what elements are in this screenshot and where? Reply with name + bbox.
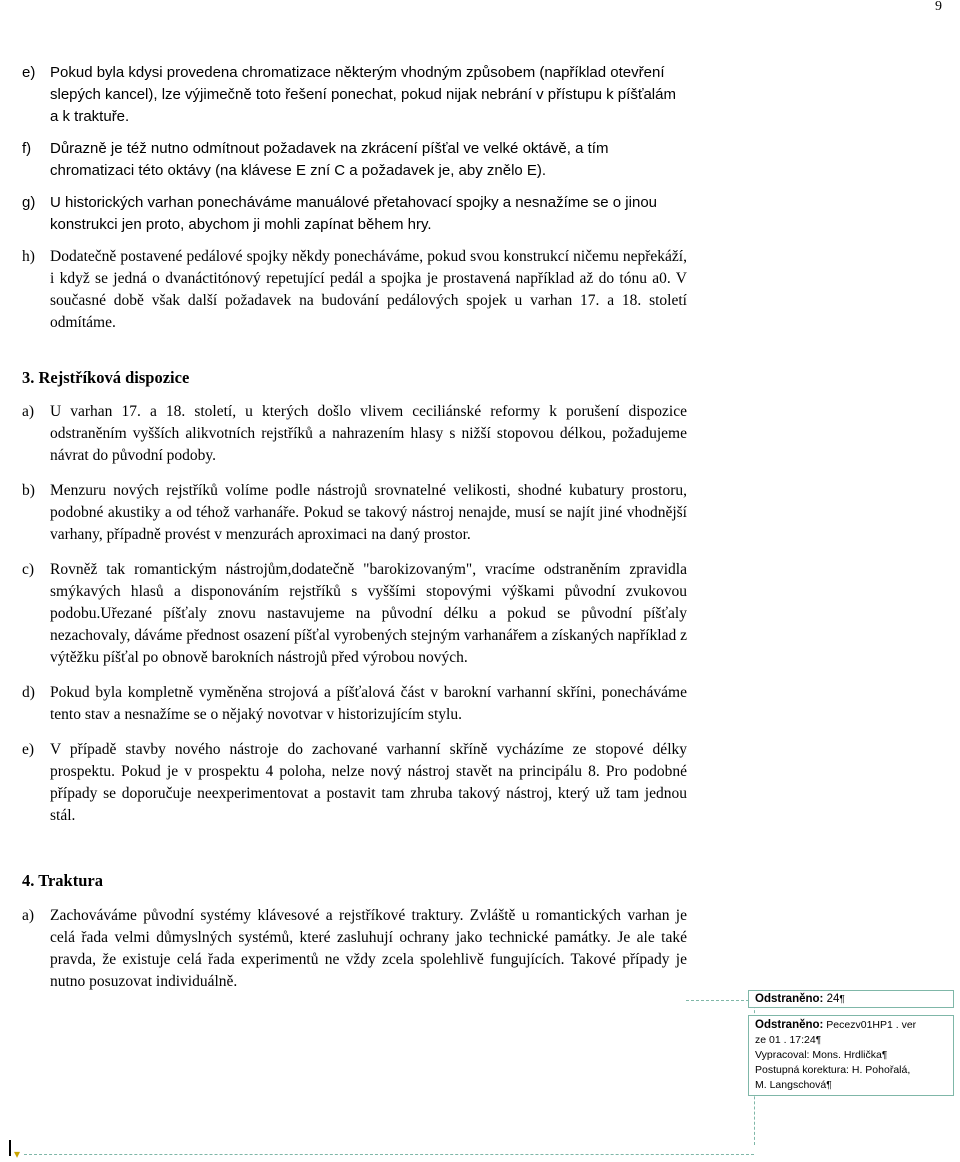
list-text: Zachováváme původní systémy klávesové a rejstříkové traktury. Zvláště u romantických varhan je celá řada velmi důmyslných systémů, které zasluhují ochrany jako technické památky. Je ale také pravda, že existuje celá řada experimentů ne vždy zcela spolehlivě fungujících. Takové případy je nutno posuzovat individuálně.	[50, 907, 687, 990]
comment-value: Pecezv01HP1	[823, 1019, 893, 1031]
list-item	[22, 401, 687, 467]
list-text: Rovněž tak romantickým nástrojům,dodatečně "barokizovaným", vracíme odstraněním zpravidla smýkavých hlasů a disponováním rejstříků s vyššími stopovými výškami původní zvukovou podobu.Uřezané píšťaly znovu nastavujeme na původní délku a pokud se původní píšťaly nezachovaly, dáváme přednost osazení píšťal vyrobených stejným varhanářem a získaných například z výtěžku píšťal po obnově barokních nástrojů před výrobou nových.	[50, 561, 687, 666]
list-item	[22, 246, 687, 334]
list-text: Menzuru nových rejstříků volíme podle nástrojů srovnatelné velikosti, shodné kubatury prostoru, podobné akustiky a od téhož varhanáře. Pokud se takový nástroj nenajde, musí se najít jiné vhodnější varhany, případně provést v menzurách aproximaci na daný prostor.	[50, 482, 687, 543]
comment-text: ze 01 . 17:24	[755, 1034, 816, 1046]
list-marker: a)	[22, 907, 35, 924]
list-marker: e)	[22, 64, 36, 81]
pilcrow-icon: ¶	[815, 1035, 822, 1046]
list-item	[22, 62, 687, 128]
comment-value: 24	[823, 993, 840, 1005]
list-marker: h)	[22, 248, 35, 265]
revision-comment-deleted-details[interactable]	[748, 1015, 954, 1096]
list-text: U varhan 17. a 18. století, u kterých došlo vlivem ceciliánské reformy k porušení dispozice odstraněním vyšších alikvotních rejstříků a nahrazením hlasy s nižší stopovou délkou, požadujeme návrat do původní podoby.	[50, 403, 687, 464]
list-text: Pokud byla kompletně vyměněna strojová a píšťalová část v barokní varhanní skříni, ponecháváme tento stav a nesnažíme se o nějaký novotvar v historizujícím stylu.	[50, 684, 687, 723]
pilcrow-icon: ¶	[881, 1050, 888, 1061]
section-heading-3: 3. Rejstříková dispozice	[22, 368, 190, 387]
comment-text: Vypracoval: Mons. Hrdlička	[755, 1049, 882, 1061]
list-item	[22, 192, 687, 236]
list-marker: g)	[22, 194, 36, 211]
text-cursor-bar	[9, 1140, 11, 1156]
comment-label: Odstraněno:	[755, 1019, 824, 1031]
list-item	[22, 905, 687, 993]
list-text: U historických varhan ponecháváme manuálové přetahovací spojky a nesnažíme se o jinou konstrukci jen proto, abychom ji mohli zapínat během hry.	[50, 194, 658, 233]
comment-text: M. Langschová	[755, 1079, 827, 1091]
comment-line	[755, 1048, 947, 1063]
list-item	[22, 480, 687, 546]
list-marker: d)	[22, 684, 35, 701]
list-item	[22, 739, 687, 827]
comment-value: . ver	[892, 1019, 917, 1031]
list-marker: e)	[22, 741, 35, 758]
insertion-mark-icon: ▾	[14, 1147, 21, 1161]
list-text: Pokud byla kdysi provedena chromatizace některým vhodným způsobem (například otevření slepých kancel), lze výjimečně toto řešení ponechat, pokud nijak nebrání v přístupu k píšťalám a k traktuře.	[50, 64, 676, 125]
section-heading-4: 4. Traktura	[22, 871, 103, 890]
list-marker: c)	[22, 561, 35, 578]
comment-text: Postupná korektura: H. Pohořalá,	[755, 1064, 911, 1076]
list-item	[22, 559, 687, 669]
pilcrow-icon: ¶	[839, 994, 845, 1005]
list-item	[22, 138, 687, 182]
list-text: Dodatečně postavené pedálové spojky někdy ponecháváme, pokud svou konstrukcí ničemu nepřekáží, i když se jedná o dvanáctitónový repetující pedál a spojka je prostavená například až do tónu a0. V současné době však další požadavek na budování pedálových spojek u varhan 17. a 18. století odmítáme.	[50, 248, 687, 331]
list-marker: a)	[22, 403, 35, 420]
comment-line	[755, 1033, 947, 1048]
list-marker: b)	[22, 482, 35, 499]
pilcrow-icon: ¶	[826, 1080, 832, 1091]
comment-line	[755, 1018, 947, 1033]
comment-connector	[686, 1000, 754, 1001]
page-number: 9	[935, 0, 942, 14]
revision-comment-deleted[interactable]	[748, 990, 954, 1008]
list-marker: f)	[22, 140, 32, 157]
comment-label: Odstraněno:	[755, 993, 824, 1005]
comment-line	[755, 1078, 947, 1093]
comment-connector	[24, 1154, 754, 1155]
list-text: Důrazně je též nutno odmítnout požadavek na zkrácení píšťal ve velké oktávě, a tím chromatizaci této oktávy (na klávese E zní C a požadavek je, aby znělo E).	[50, 140, 609, 179]
list-item	[22, 682, 687, 726]
comment-line	[755, 1063, 947, 1078]
list-text: V případě stavby nového nástroje do zachované varhanní skříně vycházíme ze stopové délky prospektu. Pokud je v prospektu 4 poloha, nelze nový nástroj stavět na principálu 8. Pro podobné případy se doporučuje neexperimentovat a postavit tam zhruba takový nástroj, který už tam jednou stál.	[50, 741, 687, 824]
document-body	[22, 62, 687, 1006]
